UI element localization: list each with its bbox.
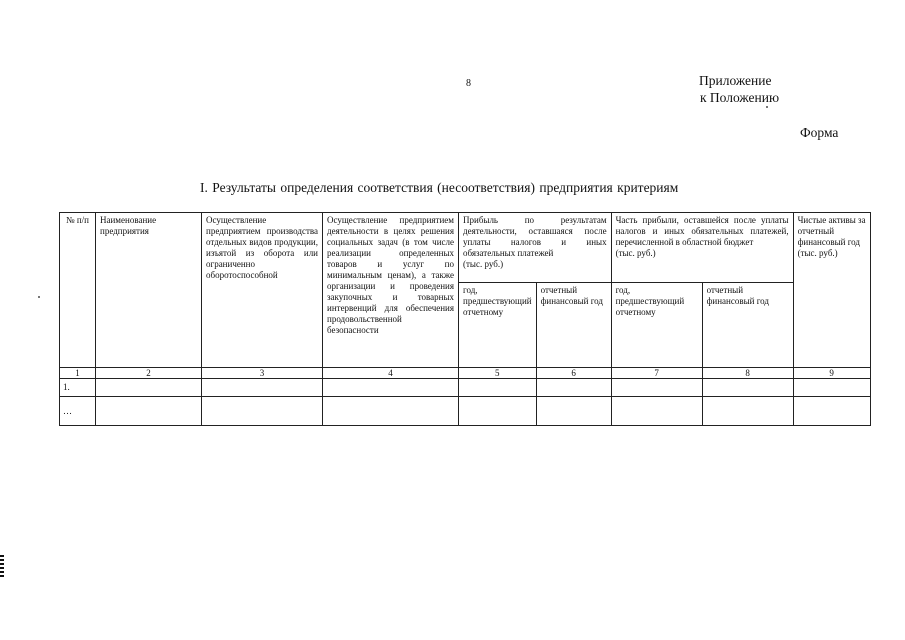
column-number: 8	[702, 368, 793, 379]
header-budget-report-year: отчетный финансовый год	[702, 283, 793, 368]
table-cell	[323, 379, 459, 397]
header-enterprise-name: Наименование предприятия	[96, 213, 202, 368]
table-cell	[202, 379, 323, 397]
table-cell	[96, 397, 202, 426]
table-cell	[702, 379, 793, 397]
header-row-number: № п/п	[60, 213, 96, 368]
table-row	[60, 379, 871, 397]
column-number: 4	[323, 368, 459, 379]
column-number: 3	[202, 368, 323, 379]
row-number-cell: 1.	[60, 379, 96, 397]
scan-dust-dot	[766, 106, 768, 108]
table-cell	[702, 397, 793, 426]
header-budget-share-group	[611, 213, 793, 283]
column-number: 2	[96, 368, 202, 379]
header-social-activity: Осуществление предприятием деятельности в целях решения социальных задач (в том числе реализации определенных товаров и услуг по минимальным ценам), а также организации и проведения закупочных и товарных интервенций для обеспечения продовольственной безопасности	[323, 213, 459, 368]
header-net-assets	[793, 213, 870, 368]
table-cell	[202, 397, 323, 426]
form-label: Форма	[800, 125, 839, 140]
column-number: 7	[611, 368, 702, 379]
table-cell	[536, 397, 611, 426]
header-profit-prev-year: год, предшествующий отчетному	[459, 283, 537, 368]
appendix-line-2: к Положению	[700, 90, 780, 105]
document-title: I. Результаты определения соответствия (несоответствия) предприятия критериям	[200, 180, 679, 195]
header-net-assets-unit: (тыс. руб.)	[797, 248, 838, 258]
table-cell	[323, 397, 459, 426]
column-number-row	[60, 368, 871, 379]
table-cell	[536, 379, 611, 397]
table-cell	[459, 379, 537, 397]
appendix-label	[699, 72, 779, 106]
page-number: 8	[466, 78, 471, 89]
column-number: 9	[793, 368, 870, 379]
header-profit-group	[459, 213, 612, 283]
table-cell	[793, 379, 870, 397]
column-number: 6	[536, 368, 611, 379]
table-cell	[611, 397, 702, 426]
table-cell	[611, 379, 702, 397]
column-number: 5	[459, 368, 537, 379]
table-row	[60, 397, 871, 426]
table-cell	[96, 379, 202, 397]
header-budget-share-unit: (тыс. руб.)	[615, 248, 656, 258]
table-cell	[459, 397, 537, 426]
column-number: 1	[60, 368, 96, 379]
table-header-row-1	[60, 213, 871, 283]
header-profit-unit: (тыс. руб.)	[463, 259, 504, 269]
header-profit-report-year: отчетный финансовый год	[536, 283, 611, 368]
criteria-results-table	[59, 212, 871, 426]
table-cell	[793, 397, 870, 426]
appendix-line-1: Приложение	[699, 73, 772, 88]
header-restricted-production: Осуществление предприятием производства отдельных видов продукции, изъятой из оборота или ограниченно оборотоспособной	[202, 213, 323, 368]
scan-margin-mark	[0, 555, 4, 577]
header-net-assets-text: Чистые активы за отчетный финансовый год	[797, 215, 866, 247]
row-number-cell: …	[60, 397, 96, 426]
header-budget-prev-year: год, предшествующий отчетному	[611, 283, 702, 368]
header-profit-text: Прибыль по результатам деятельности, оставшаяся после уплаты налогов и иных обязательных платежей	[463, 215, 607, 258]
scan-dust-dot	[38, 296, 40, 298]
header-budget-share-text: Часть прибыли, оставшейся после уплаты налогов и иных обязательных платежей, перечисленной в областной бюджет	[615, 215, 789, 247]
